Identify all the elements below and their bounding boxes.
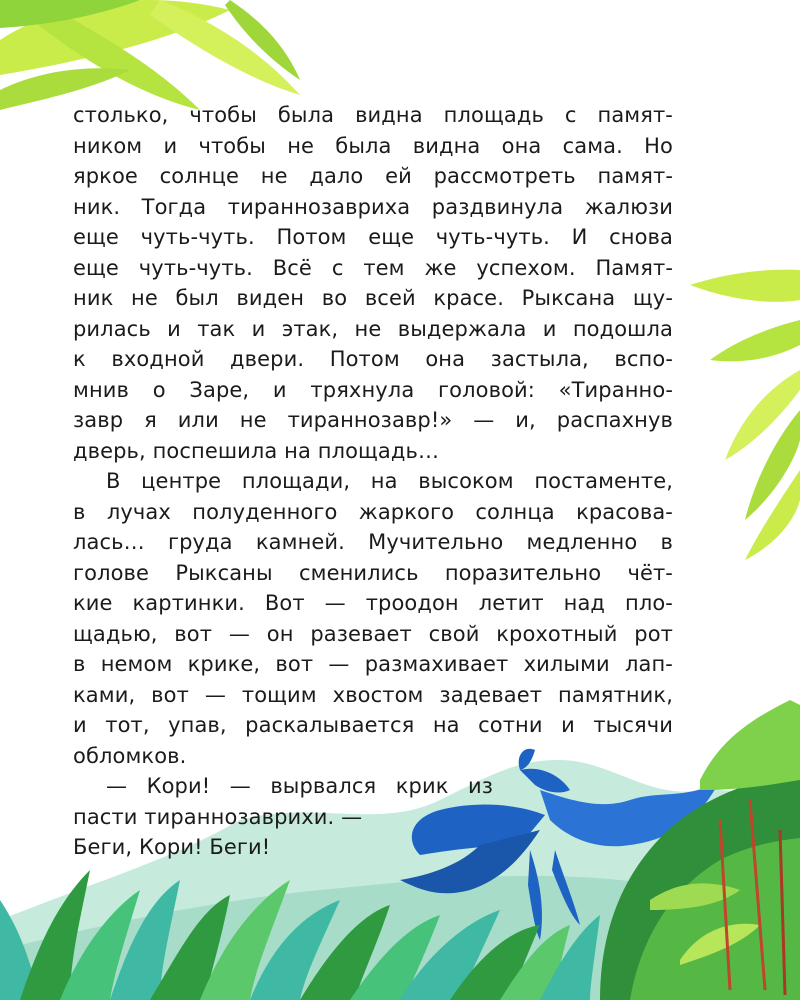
text-line: к входной двери. Потом она застыла, вспо- — [73, 347, 673, 371]
text-line: завр я или не тираннозавр!» — и, распахнув — [73, 408, 673, 432]
text-line: ник не был виден во всей красе. Рыксана щу- — [73, 286, 673, 310]
text-line: пасти тираннозаврихи. — — [73, 804, 363, 829]
text-line: В центре площади, на высоком постаменте, — [106, 469, 673, 493]
text-line: лась… груда камней. Мучительно медленно в — [73, 530, 673, 554]
paragraph-2 — [73, 466, 673, 771]
paragraph-1 — [73, 100, 673, 466]
text-line: щадью, вот — он разевает свой крохотный рот — [73, 621, 673, 646]
text-line: ником и чтобы не была видна она сама. Но — [73, 133, 673, 158]
text-line: столько, чтобы была видна площадь с памят- — [73, 103, 673, 127]
text-line: яркое солнце не дало ей рассмотреть памят- — [73, 164, 673, 188]
text-line: в немом крике, вот — размахивает хилыми лап- — [73, 652, 673, 676]
text-line: ками, вот — тощим хвостом задевает памятник, — [73, 682, 673, 707]
text-line: в лучах полуденного жаркого солнца красова- — [73, 499, 673, 524]
story-text — [73, 100, 673, 863]
text-line: еще чуть-чуть. Всё с тем же успехом. Памят- — [73, 255, 673, 280]
paragraph-3 — [73, 771, 493, 863]
text-line: мнив о Заре, и тряхнула головой: «Тиранно- — [73, 377, 673, 402]
text-line: рилась и так и этак, не выдержала и подошла — [73, 316, 673, 341]
text-line: дверь, поспешила на площадь… — [73, 438, 440, 463]
right-palm-leaves — [690, 270, 800, 560]
text-line: ник. Тогда тираннозавриха раздвинула жалюзи — [73, 194, 673, 219]
text-line: обломков. — [73, 743, 187, 768]
text-line: кие картинки. Вот — троодон летит над пло- — [73, 591, 673, 615]
top-left-palm-leaves — [0, 0, 300, 110]
text-line: Беги, Кори! Беги! — [73, 835, 271, 859]
text-line: и тот, упав, раскалывается на сотни и тысячи — [73, 713, 673, 737]
text-line: еще чуть-чуть. Потом еще чуть-чуть. И снова — [73, 225, 673, 249]
text-line: голове Рыксаны сменились поразительно чёт- — [73, 560, 673, 585]
text-line: — Кори! — вырвался крик из — [106, 774, 493, 798]
